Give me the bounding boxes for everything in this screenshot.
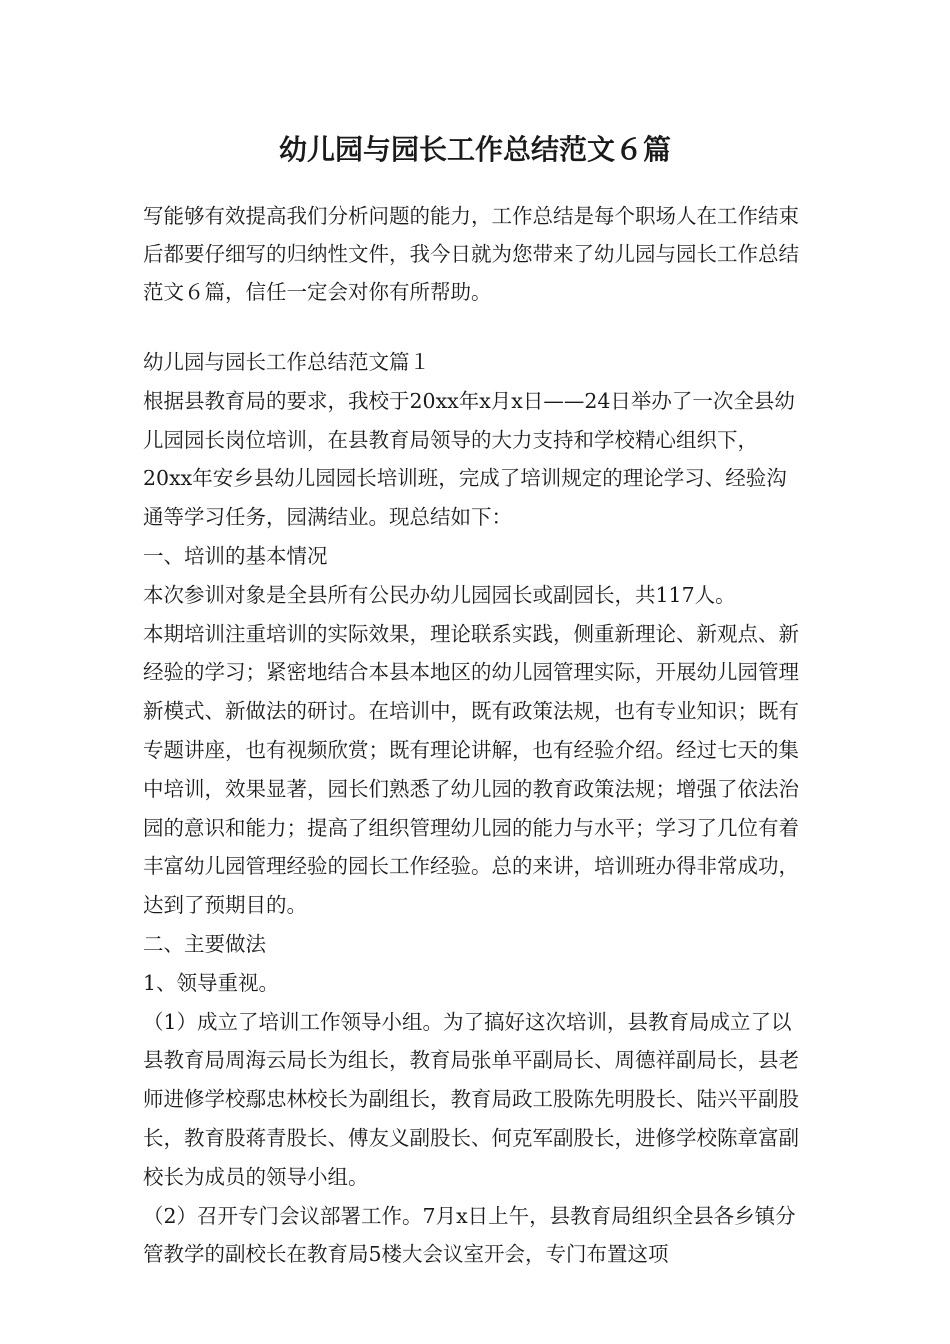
list-item: 1、领导重视。 (143, 970, 280, 995)
list-item: （2）召开专门会议部署工作。7月x日上午，县教育局组织全县各乡镇分管教学的副校长在教育局5楼大会议室开会，专门布置这项 (143, 1203, 796, 1267)
document-title: 幼儿园与园长工作总结范文６篇 (278, 133, 671, 166)
body-paragraph: 根据县教育局的要求，我校于20xx年x月x日——24日举办了一次全县幼儿园园长岗位培训，在县教育局领导的大力支持和学校精心组织下，20xx年安乡县幼儿园园长培训班，完成了培训规定的理论学习、经验沟通等学习任务，园满结业。现总结如下： (143, 388, 795, 530)
intro-paragraph: 写能够有效提高我们分析问题的能力，工作总结是每个职场人在工作结束后都要仔细写的归纳性文件，我今日就为您带来了幼儿园与园长工作总结范文６篇，信任一定会对你有所帮助。 (143, 204, 799, 304)
section-heading: 幼儿园与园长工作总结范文篇１ (143, 350, 430, 374)
document-body (143, 343, 807, 1274)
body-paragraph: 本次参训对象是全县所有公民办幼儿园园长或副园长，共117人。 (143, 582, 736, 607)
body-paragraph: 本期培训注重培训的实际效果，理论联系实践，侧重新理论、新观点、新经验的学习；紧密地结合本县本地区的幼儿园管理实际，开展幼儿园管理新模式、新做法的研讨。在培训中，既有政策法规，也有专业知识；既有专题讲座，也有视频欣赏；既有理论讲解，也有经验介绍。经过七天的集中培训，效果显著，园长们熟悉了幼儿园的教育政策法规；增强了依法治园的意识和能力；提高了组织管理幼儿园的能力与水平；学习了几位有着丰富幼儿园管理经验的园长工作经验。总的来讲，培训班办得非常成功，达到了预期目的。 (143, 621, 799, 918)
list-item: （1）成立了培训工作领导小组。为了搞好这次培训，县教育局成立了以县教育局周海云局长为组长，教育局张单平副局长、周德祥副局长，县老师进修学校鄢忠林校长为副组长，教育局政工股陈先明股长、陆兴平副股长，教育股蒋青股长、傅友义副股长、何克军副股长，进修学校陈章富副校长为成员的领导小组。 (143, 1009, 799, 1189)
subheading: 一、培训的基本情况 (143, 543, 328, 568)
subheading: 二、主要做法 (143, 931, 266, 956)
